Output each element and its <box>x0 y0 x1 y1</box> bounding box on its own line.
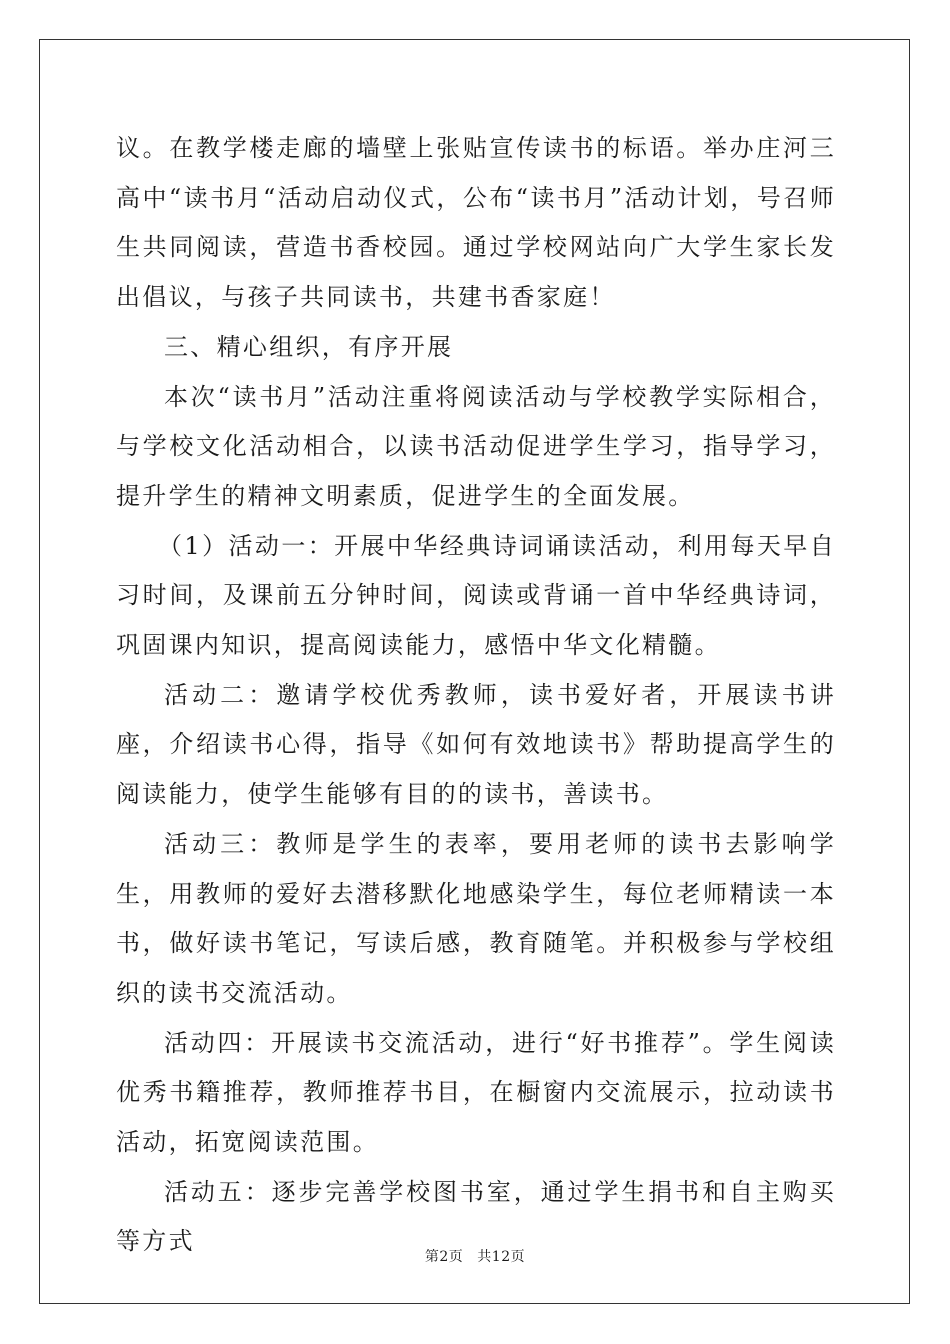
paragraph-intro: 本次“读书月”活动注重将阅读活动与学校教学实际相合，与学校文化活动相合，以读书活动促进学生学习，指导学习，提升学生的精神文明素质，促进学生的全面发展。 <box>116 382 836 510</box>
page-footer <box>0 1248 950 1266</box>
section-heading: 三、精心组织，有序开展 <box>164 332 454 361</box>
paragraph-activity-4: 活动四：开展读书交流活动，进行“好书推荐”。学生阅读优秀书籍推荐，教师推荐书目，在橱窗内交流展示，拉动读书活动，拓宽阅读范围。 <box>116 1028 836 1157</box>
paragraph-activity-1: （1）活动一：开展中华经典诗词诵读活动，利用每天早自习时间，及课前五分钟时间，阅读或背诵一首中华经典诗词，巩固课内知识，提高阅读能力，感悟中华文化精髓。 <box>116 531 836 660</box>
document-body <box>116 124 836 1267</box>
paragraph-continuation: 议。在教学楼走廊的墙壁上张贴宣传读书的标语。举办庄河三高中“读书月“活动启动仪式，公布“读书月”活动计划，号召师生共同阅读，营造书香校园。通过学校网站向广大学生家长发出倡议，与孩子共同读书，共建书香家庭！ <box>116 134 836 312</box>
paragraph-activity-2: 活动二：邀请学校优秀教师，读书爱好者，开展读书讲座，介绍读书心得，指导《如何有效地读书》帮助提高学生的阅读能力，使学生能够有目的的读书，善读书。 <box>116 680 836 809</box>
page-number: 第2页 <box>424 1249 464 1265</box>
paragraph-activity-5: 活动五：逐步完善学校图书室，通过学生捐书和自主购买等方式 <box>116 1177 836 1256</box>
paragraph-activity-3: 活动三：教师是学生的表率，要用老师的读书去影响学生，用教师的爱好去潜移默化地感染学生，每位老师精读一本书，做好读书笔记，写读后感，教育随笔。并积极参与学校组织的读书交流活动。 <box>116 829 836 1007</box>
page-total: 共12页 <box>477 1249 526 1265</box>
